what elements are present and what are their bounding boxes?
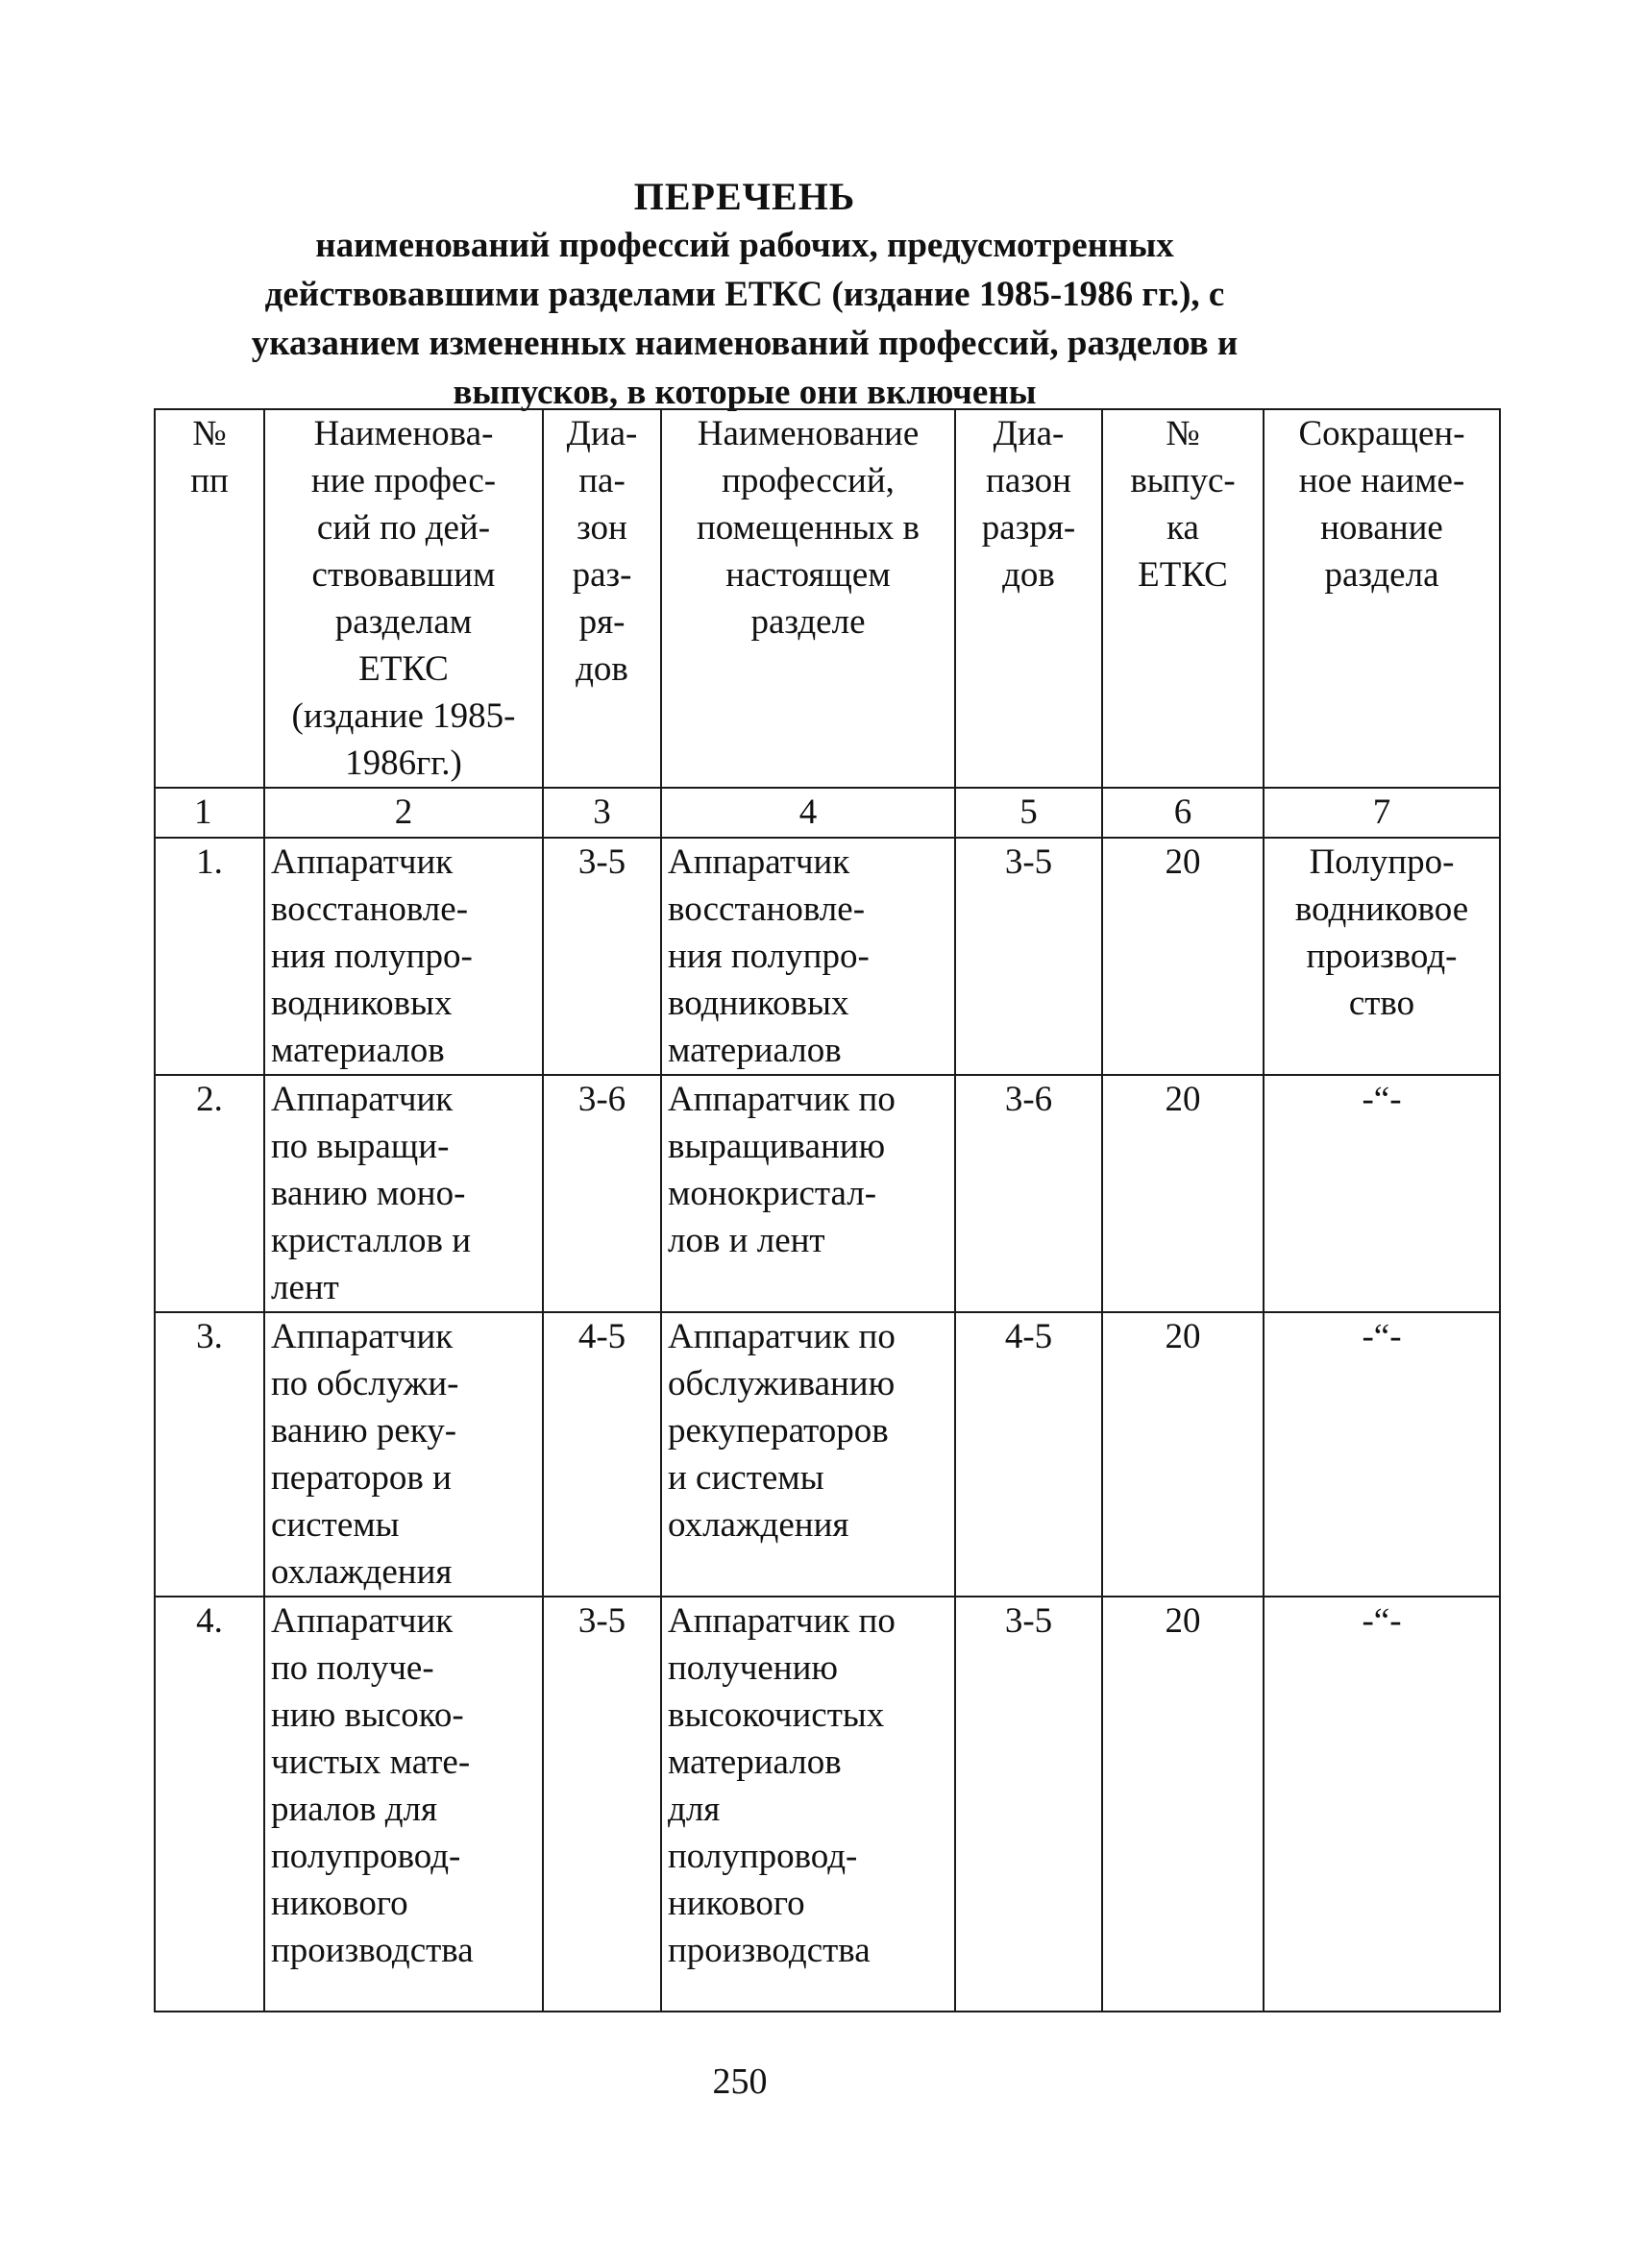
document-title <box>144 173 1345 417</box>
column-number: 2 <box>264 788 543 838</box>
table-row <box>155 838 1500 1075</box>
column-number: 1 <box>155 788 264 838</box>
row-number: 4. <box>155 1597 264 2012</box>
etks-issue: 20 <box>1102 1312 1264 1597</box>
header-old-grade-range: Диа- па- зон раз- ря- дов <box>543 409 661 788</box>
header-new-profession-name: Наименование профессий, помещенных в настоящем разделе <box>661 409 955 788</box>
section-short-name: Полупро- водниковое производ- ство <box>1264 838 1500 1075</box>
section-short-name: -“- <box>1264 1312 1500 1597</box>
table-header-row <box>155 409 1500 788</box>
header-new-grade-range: Диа- пазон разря- дов <box>955 409 1102 788</box>
header-old-profession-name: Наименова- ние профес- сий по дей- ствовавшим разделам ЕТКС (издание 1985- 1986гг.) <box>264 409 543 788</box>
row-number: 3. <box>155 1312 264 1597</box>
old-profession-name: Аппаратчик по получе- нию высоко- чистых мате- риалов для полупровод- никового производства <box>264 1597 543 2012</box>
column-number: 4 <box>661 788 955 838</box>
section-short-name: -“- <box>1264 1597 1500 2012</box>
new-grade-range: 3-5 <box>955 1597 1102 2012</box>
row-number: 1. <box>155 838 264 1075</box>
new-profession-name: Аппаратчик восстановле- ния полупро- водниковых материалов <box>661 838 955 1075</box>
column-number: 3 <box>543 788 661 838</box>
table-row <box>155 1597 1500 2012</box>
column-numbers-row <box>155 788 1500 838</box>
etks-issue: 20 <box>1102 838 1264 1075</box>
column-number: 5 <box>955 788 1102 838</box>
header-etks-issue: № выпус- ка ЕТКС <box>1102 409 1264 788</box>
professions-table <box>154 408 1501 2012</box>
row-number: 2. <box>155 1075 264 1312</box>
page-number: 250 <box>712 2061 768 2102</box>
title-line-4: выпусков, в которые они включены <box>453 373 1037 412</box>
old-profession-name: Аппаратчик по выращи- ванию моно- кристаллов и лент <box>264 1075 543 1312</box>
new-grade-range: 3-5 <box>955 838 1102 1075</box>
section-short-name: -“- <box>1264 1075 1500 1312</box>
old-grade-range: 4-5 <box>543 1312 661 1597</box>
column-number: 7 <box>1264 788 1500 838</box>
table-row <box>155 1312 1500 1597</box>
old-profession-name: Аппаратчик восстановле- ния полупро- водниковых материалов <box>264 838 543 1075</box>
title-line-3: указанием измененных наименований профессий, разделов и <box>251 324 1239 363</box>
header-number: № пп <box>155 409 264 788</box>
old-grade-range: 3-5 <box>543 1597 661 2012</box>
title-main: ПЕРЕЧЕНЬ <box>633 175 856 218</box>
table-row <box>155 1075 1500 1312</box>
new-grade-range: 4-5 <box>955 1312 1102 1597</box>
title-line-1: наименований профессий рабочих, предусмотренных <box>315 226 1174 265</box>
new-profession-name: Аппаратчик по обслуживанию рекуператоров и системы охлаждения <box>661 1312 955 1597</box>
old-grade-range: 3-5 <box>543 838 661 1075</box>
new-profession-name: Аппаратчик по получению высокочистых материалов для полупровод- никового производства <box>661 1597 955 2012</box>
etks-issue: 20 <box>1102 1075 1264 1312</box>
new-grade-range: 3-6 <box>955 1075 1102 1312</box>
header-section-short-name: Сокращен- ное наиме- нование раздела <box>1264 409 1500 788</box>
title-line-2: действовавшими разделами ЕТКС (издание 1985-1986 гг.), с <box>264 275 1225 314</box>
old-grade-range: 3-6 <box>543 1075 661 1312</box>
column-number: 6 <box>1102 788 1264 838</box>
etks-issue: 20 <box>1102 1597 1264 2012</box>
new-profession-name: Аппаратчик по выращиванию монокристал- лов и лент <box>661 1075 955 1312</box>
old-profession-name: Аппаратчик по обслужи- ванию реку- ператоров и системы охлаждения <box>264 1312 543 1597</box>
